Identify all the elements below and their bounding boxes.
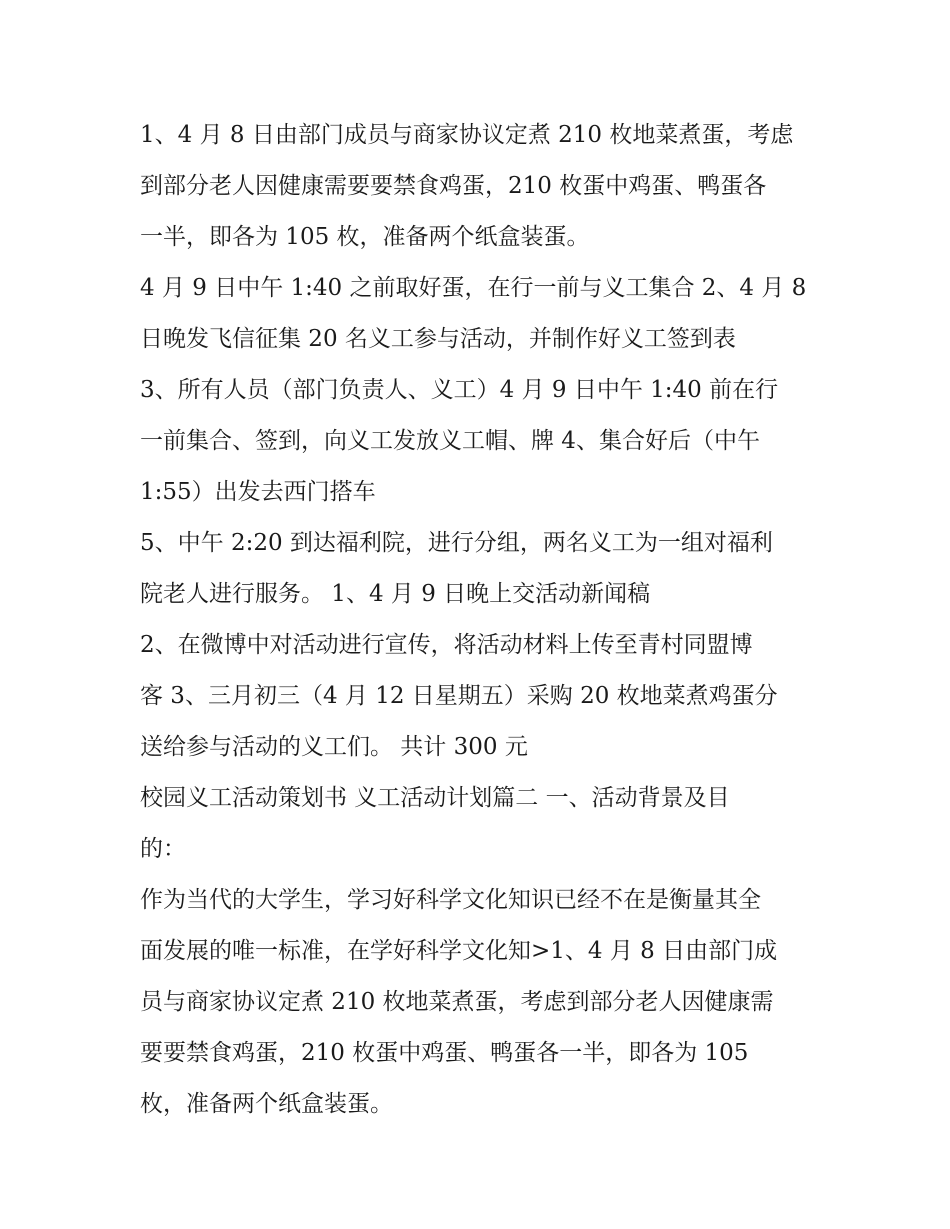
text-line: 院老人进行服务。 1、4 月 9 日晚上交活动新闻稿	[140, 581, 651, 607]
text-line: 枚，准备两个纸盒装蛋。	[140, 1091, 393, 1117]
text-line: 到部分老人因健康需要要禁食鸡蛋，210 枚蛋中鸡蛋、鸭蛋各	[140, 173, 767, 199]
text-line: 一半，即各为 105 枚，准备两个纸盒装蛋。	[140, 224, 590, 250]
text-line: 校园义工活动策划书 义工活动计划篇二 一、活动背景及目	[140, 785, 730, 811]
text-line: 要要禁食鸡蛋，210 枚蛋中鸡蛋、鸭蛋各一半，即各为 105	[140, 1040, 749, 1066]
text-line: 送给参与活动的义工们。 共计 300 元	[140, 734, 528, 760]
text-line: 员与商家协议定煮 210 枚地菜煮蛋，考虑到部分老人因健康需	[140, 989, 774, 1015]
text-line: 面发展的唯一标准，在学好科学文化知>1、4 月 8 日由部门成	[140, 938, 778, 964]
text-line: 1、4 月 8 日由部门成员与商家协议定煮 210 枚地菜煮蛋，考虑	[140, 122, 794, 148]
text-line: 客 3、三月初三（4 月 12 日星期五）采购 20 枚地菜煮鸡蛋分	[140, 683, 778, 709]
text-line: 1:55）出发去西门搭车	[140, 479, 376, 505]
text-line: 作为当代的大学生，学习好科学文化知识已经不在是衡量其全	[140, 887, 761, 913]
text-line: 4 月 9 日中午 1:40 之前取好蛋，在行一前与义工集合 2、4 月 8	[140, 275, 807, 301]
text-line: 2、在微博中对活动进行宣传，将活动材料上传至青村同盟博	[140, 632, 753, 658]
document-body	[140, 110, 820, 1130]
text-line: 5、中午 2:20 到达福利院，进行分组，两名义工为一组对福利	[140, 530, 773, 556]
text-line: 日晚发飞信征集 20 名义工参与活动，并制作好义工签到表	[140, 326, 736, 352]
text-line: 一前集合、签到，向义工发放义工帽、牌 4、集合好后（中午	[140, 428, 760, 454]
text-line: 3、所有人员（部门负责人、义工）4 月 9 日中午 1:40 前在行	[140, 377, 779, 403]
text-line: 的：	[140, 836, 186, 862]
